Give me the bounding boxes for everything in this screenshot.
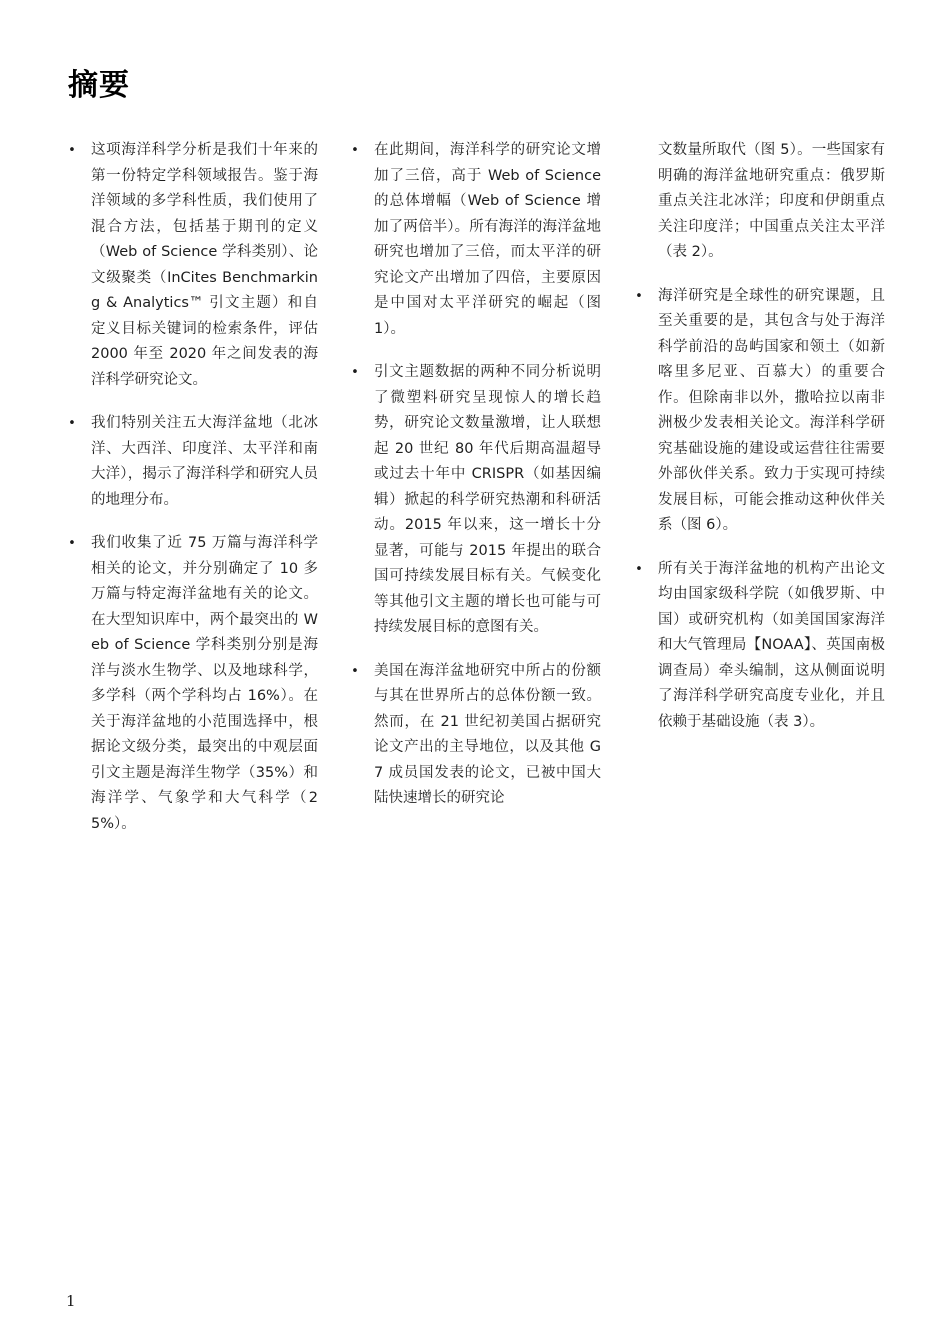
bullet-item — [633, 557, 885, 736]
text-column-2 — [349, 138, 601, 830]
bullet-text: 所有关于海洋盆地的机构产出论文均由国家级科学院（如俄罗斯、中国）或研究机构（如美国国家海洋和大气管理局【NOAA】、英国南极调查局）牵头编制，这从侧面说明了海洋科学研究高度专业化，并且依赖于基础设施（表 3）。 — [658, 560, 885, 730]
bullet-item — [633, 284, 885, 539]
text-column-1 — [66, 138, 318, 855]
bullet-text: 在此期间，海洋科学的研究论文增加了三倍，高于 Web of Science 的总体增幅（Web of Science 增加了两倍半）。所有海洋的海洋盆地研究也增加了三倍，而太平洋的研究论文产出增加了四倍，主要原因是中国对太平洋研究的崛起（图 1）。 — [374, 142, 601, 337]
bullet-text: 美国在海洋盆地研究中所占的份额与其在世界所占的总体份额一致。然而，在 21 世纪初美国占据研究论文产出的主导地位，以及其他 G7 成员国发表的论文，已被中国大陆快速增长的研究论 — [374, 662, 601, 806]
bullet-item — [66, 138, 318, 393]
text-column-3 — [633, 138, 885, 753]
bullet-text: 这项海洋科学分析是我们十年来的第一份特定学科领域报告。鉴于海洋领域的多学科性质，我们使用了混合方法，包括基于期刊的定义（Web of Science 学科类别）、论文级聚类（InCites Benchmarking & Analytics™ 引文主题）和自定义目标关键词的检索条件，评估 2000 年至 2020 年之间发表的海洋科学研究论文。 — [91, 142, 318, 388]
bullet-text: 引文主题数据的两种不同分析说明了微塑料研究呈现惊人的增长趋势，研究论文数量激增，让人联想起 20 世纪 80 年代后期高温超导或过去十年中 CRISPR（如基因编辑）掀起的科学研究热潮和科研活动。2015 年以来，这一增长十分显著，可能与 2015 年提出的联合国可持续发展目标有关。气候变化等其他引文主题的增长也可能与可持续发展目标的意图有关。 — [374, 364, 601, 635]
bullet-item — [349, 659, 601, 812]
page-title: 摘要 — [68, 68, 130, 103]
bullet-point-icon: • — [68, 416, 76, 431]
continued-paragraph — [633, 138, 885, 266]
bullet-item — [349, 138, 601, 342]
page-number: 1 — [66, 1292, 76, 1310]
bullet-item — [66, 411, 318, 513]
bullet-point-icon: • — [68, 143, 76, 158]
bullet-point-icon: • — [351, 663, 359, 679]
bullet-item — [349, 360, 601, 641]
bullet-item — [66, 531, 318, 837]
bullet-point-icon: • — [351, 143, 359, 158]
bullet-point-icon: • — [351, 365, 359, 380]
bullet-point-icon: • — [635, 288, 643, 304]
bullet-text: 我们收集了近 75 万篇与海洋科学相关的论文，并分别确定了 10 多万篇与特定海洋盆地有关的论文。在大型知识库中，两个最突出的 Web of Science 学科类别分别是海洋与淡水生物学、以及地球科学，多学科（两个学科均占 16%）。在关于海洋盆地的小范围选择中，根据论文级分类，最突出的中观层面引文主题是海洋生物学（35%）和海洋学、气象学和大气科学（25%）。 — [91, 535, 318, 832]
bullet-text: 文数量所取代（图 5）。一些国家有明确的海洋盆地研究重点：俄罗斯重点关注北冰洋；印度和伊朗重点关注印度洋；中国重点关注太平洋（表 2）。 — [658, 142, 885, 260]
bullet-text: 海洋研究是全球性的研究课题，且至关重要的是，其包含与处于海洋科学前沿的岛屿国家和领土（如新喀里多尼亚、百慕大）的重要合作。但除南非以外，撒哈拉以南非洲极少发表相关论文。海洋科学研究基础设施的建设或运营往往需要外部伙伴关系。致力于实现可持续发展目标，可能会推动这种伙伴关系（图 6）。 — [658, 287, 885, 533]
bullet-point-icon: • — [68, 536, 76, 551]
bullet-text: 我们特别关注五大海洋盆地（北冰洋、大西洋、印度洋、太平洋和南大洋），揭示了海洋科学和研究人员的地理分布。 — [91, 415, 318, 508]
bullet-point-icon: • — [635, 561, 643, 577]
